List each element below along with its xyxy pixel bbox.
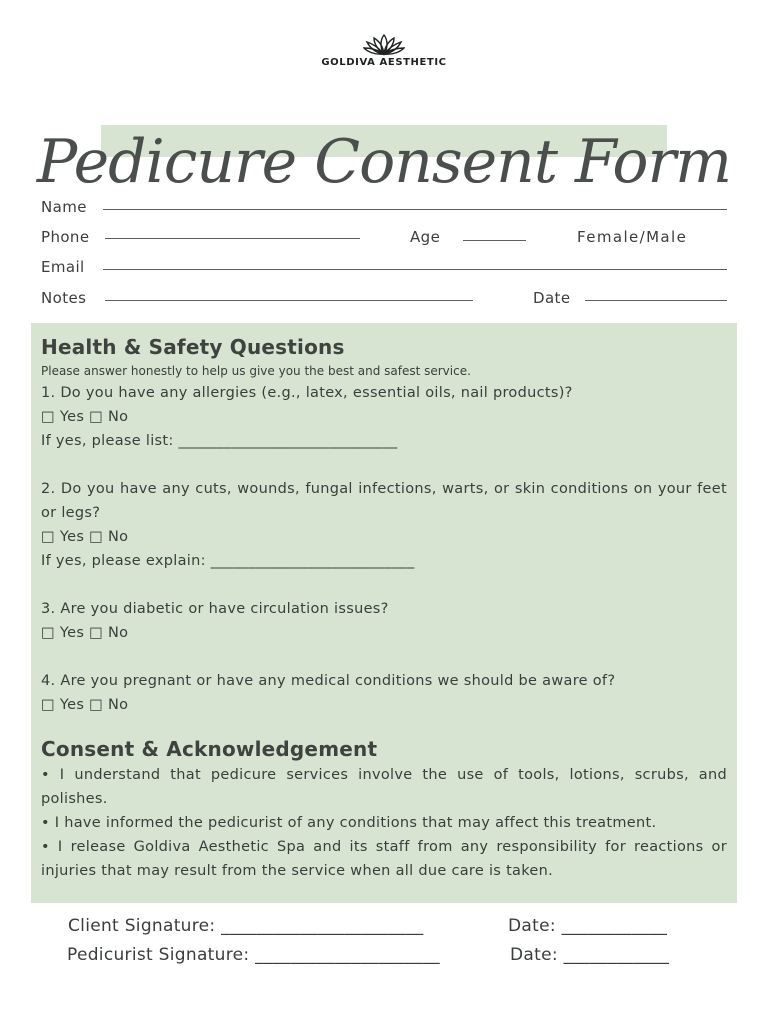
form-title: Pedicure Consent Form <box>36 127 732 198</box>
phone-row <box>41 228 727 254</box>
question-4-options[interactable]: □ Yes □ No <box>41 697 129 713</box>
date-label: Date <box>533 289 571 307</box>
question-2: 2. Do you have any cuts, wounds, fungal infections, warts, or skin conditions on your feet or legs? <box>41 481 727 521</box>
pedicurist-signature-date[interactable]: Date: ____________ <box>510 945 670 965</box>
client-signature[interactable]: Client Signature: _______________________ <box>68 916 424 936</box>
consent-title: Consent & Acknowledgement <box>41 737 378 761</box>
phone-line[interactable] <box>105 238 360 239</box>
question-3-options[interactable]: □ Yes □ No <box>41 625 129 641</box>
health-title: Health & Safety Questions <box>41 335 345 359</box>
age-line[interactable] <box>463 240 526 241</box>
consent-item: • I have informed the pedicurist of any conditions that may affect this treatment. <box>41 815 657 831</box>
notes-line[interactable] <box>105 300 473 301</box>
client-signature-date[interactable]: Date: ____________ <box>508 916 668 936</box>
lotus-icon <box>363 34 405 56</box>
question-1-options[interactable]: □ Yes □ No <box>41 409 129 425</box>
health-intro: Please answer honestly to help us give you the best and safest service. <box>41 364 471 378</box>
age-label: Age <box>410 228 441 246</box>
phone-label: Phone <box>41 228 90 246</box>
question-1-followup[interactable]: If yes, please list: _____________________________ <box>41 433 398 449</box>
question-4: 4. Are you pregnant or have any medical conditions we should be aware of? <box>41 673 616 689</box>
logo <box>0 34 768 68</box>
notes-row <box>41 289 727 315</box>
name-line[interactable] <box>103 209 727 210</box>
email-label: Email <box>41 258 85 276</box>
name-label: Name <box>41 198 87 216</box>
question-2-options[interactable]: □ Yes □ No <box>41 529 129 545</box>
pedicurist-signature[interactable]: Pedicurist Signature: _____________________ <box>67 945 440 965</box>
gender-label: Female/Male <box>577 228 688 246</box>
email-row <box>41 258 727 284</box>
consent-item: • I release Goldiva Aesthetic Spa and its staff from any responsibility for reactions or injuries that may result from the service when all due care is taken. <box>41 839 727 879</box>
questions-panel <box>31 323 737 903</box>
panel-content <box>41 333 727 883</box>
consent-item: • I understand that pedicure services involve the use of tools, lotions, scrubs, and polishes. <box>41 767 727 807</box>
brand-name: GOLDIVA AESTHETIC <box>321 57 447 68</box>
question-1: 1. Do you have any allergies (e.g., latex, essential oils, nail products)? <box>41 385 573 401</box>
question-3: 3. Are you diabetic or have circulation issues? <box>41 601 389 617</box>
email-line[interactable] <box>103 269 727 270</box>
name-row <box>41 198 727 224</box>
date-line[interactable] <box>585 300 727 301</box>
question-2-followup[interactable]: If yes, please explain: ___________________________ <box>41 553 415 569</box>
notes-label: Notes <box>41 289 87 307</box>
